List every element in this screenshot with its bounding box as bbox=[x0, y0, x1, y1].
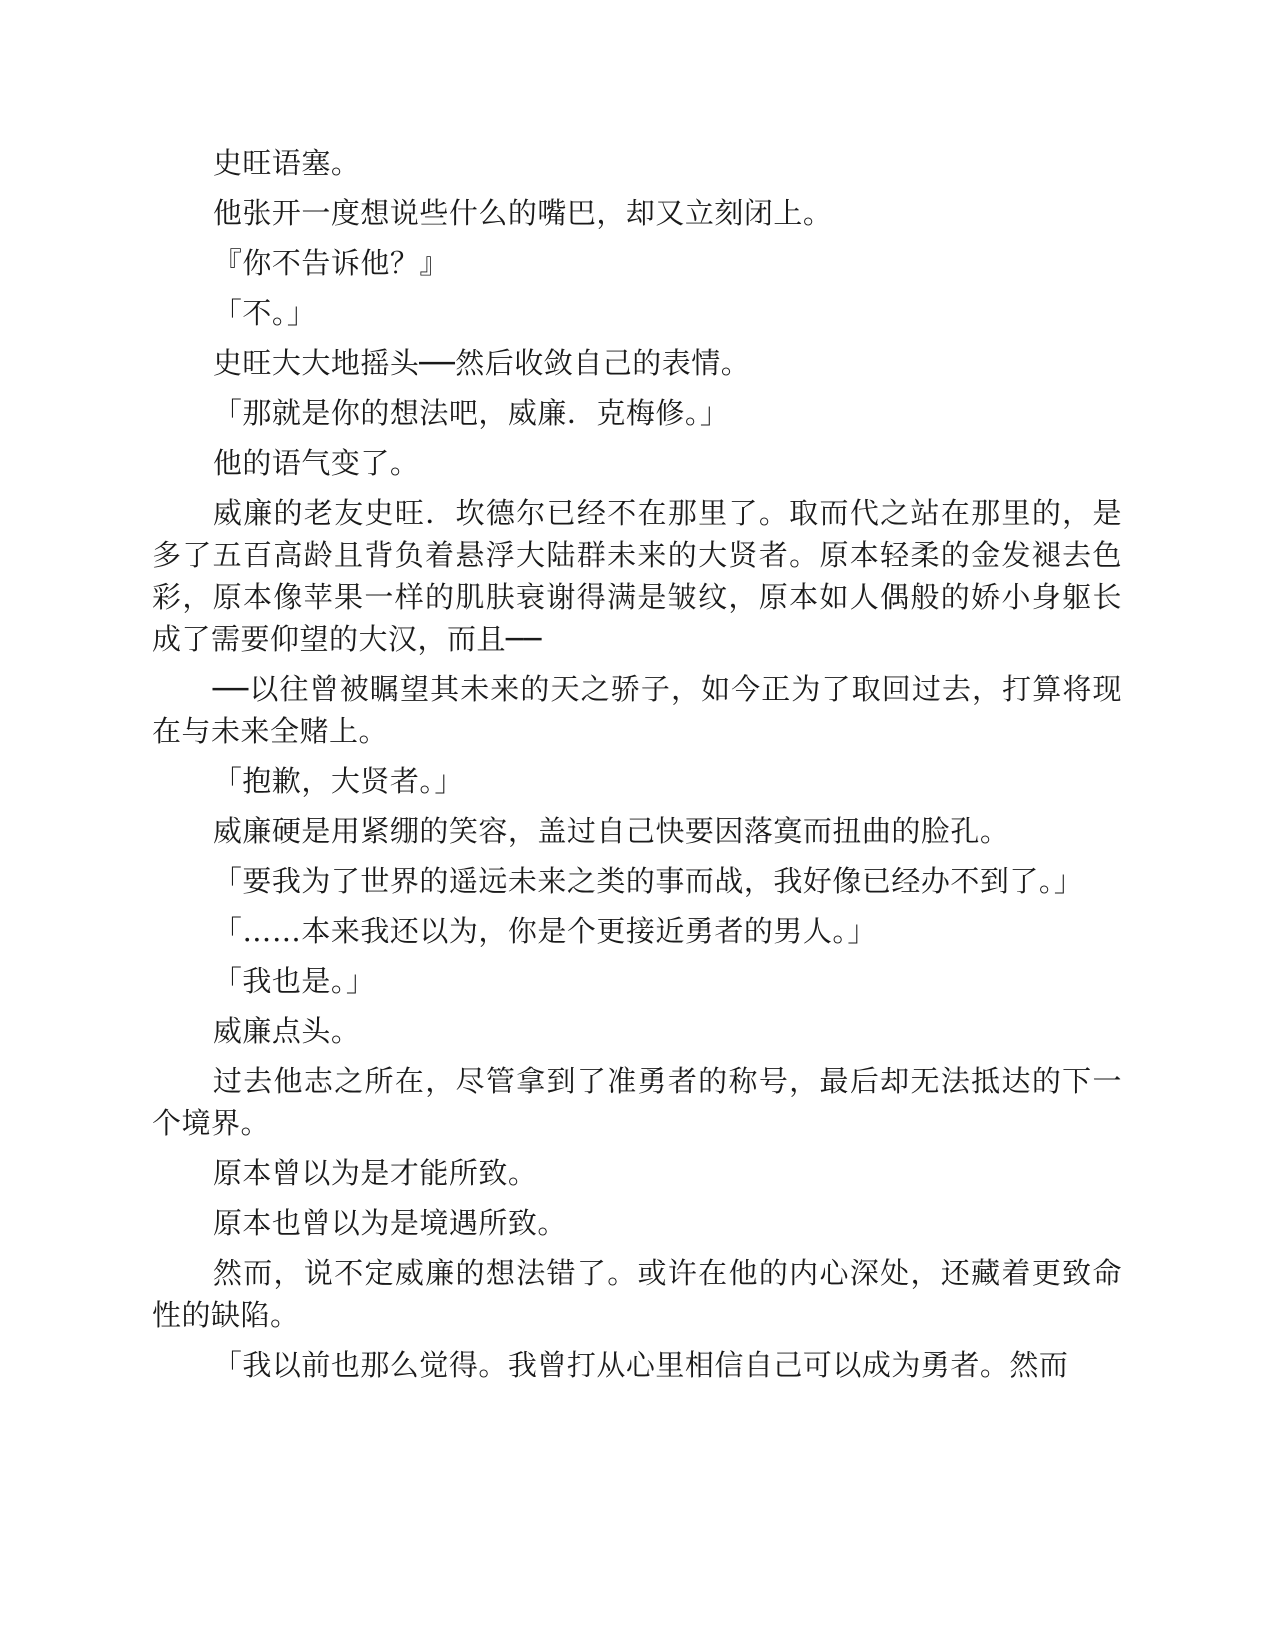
paragraph: 史旺大大地摇头──然后收敛自己的表情。 bbox=[212, 346, 751, 380]
paragraph: 「要我为了世界的遥远未来之类的事而战，我好像已经办不到了。」 bbox=[212, 864, 1084, 898]
paragraph: 「我以前也那么觉得。我曾打从心里相信自己可以成为勇者。然而 bbox=[212, 1348, 1069, 1382]
paragraph: 「不。」 bbox=[212, 296, 317, 330]
paragraph: 原本也曾以为是境遇所致。 bbox=[212, 1206, 567, 1240]
paragraph: 威廉的老友史旺．坎德尔已经不在那里了。取而代之站在那里的，是多了五百高龄且背负着悬浮大陆群未来的大贤者。原本轻柔的金发褪去色彩，原本像苹果一样的肌肤衰谢得满是皱纹，原本如人偶般的娇小身躯长成了需要仰望的大汉，而且── bbox=[152, 496, 1122, 656]
paragraph: 原本曾以为是才能所致。 bbox=[212, 1156, 538, 1190]
paragraph: ──以往曾被瞩望其未来的天之骄子，如今正为了取回过去，打算将现在与未来全赌上。 bbox=[152, 672, 1122, 748]
paragraph: 『你不告诉他？』 bbox=[212, 246, 449, 280]
paragraph: 「抱歉，大贤者。」 bbox=[212, 764, 464, 798]
paragraph: 他的语气变了。 bbox=[212, 446, 420, 480]
paragraph: 「那就是你的想法吧，威廉．克梅修。」 bbox=[212, 396, 730, 430]
paragraph: 史旺语塞。 bbox=[212, 146, 361, 180]
paragraph: 「我也是。」 bbox=[212, 964, 376, 998]
paragraph: 「……本来我还以为，你是个更接近勇者的男人。」 bbox=[212, 914, 877, 948]
document-page bbox=[152, 142, 1122, 1612]
paragraph: 然而，说不定威廉的想法错了。或许在他的内心深处，还藏着更致命性的缺陷。 bbox=[152, 1256, 1122, 1332]
paragraph: 威廉点头。 bbox=[212, 1014, 361, 1048]
paragraph: 过去他志之所在，尽管拿到了准勇者的称号，最后却无法抵达的下一个境界。 bbox=[152, 1064, 1122, 1140]
paragraph: 他张开一度想说些什么的嘴巴，却又立刻闭上。 bbox=[212, 196, 833, 230]
paragraph: 威廉硬是用紧绷的笑容，盖过自己快要因落寞而扭曲的脸孔。 bbox=[212, 814, 1010, 848]
